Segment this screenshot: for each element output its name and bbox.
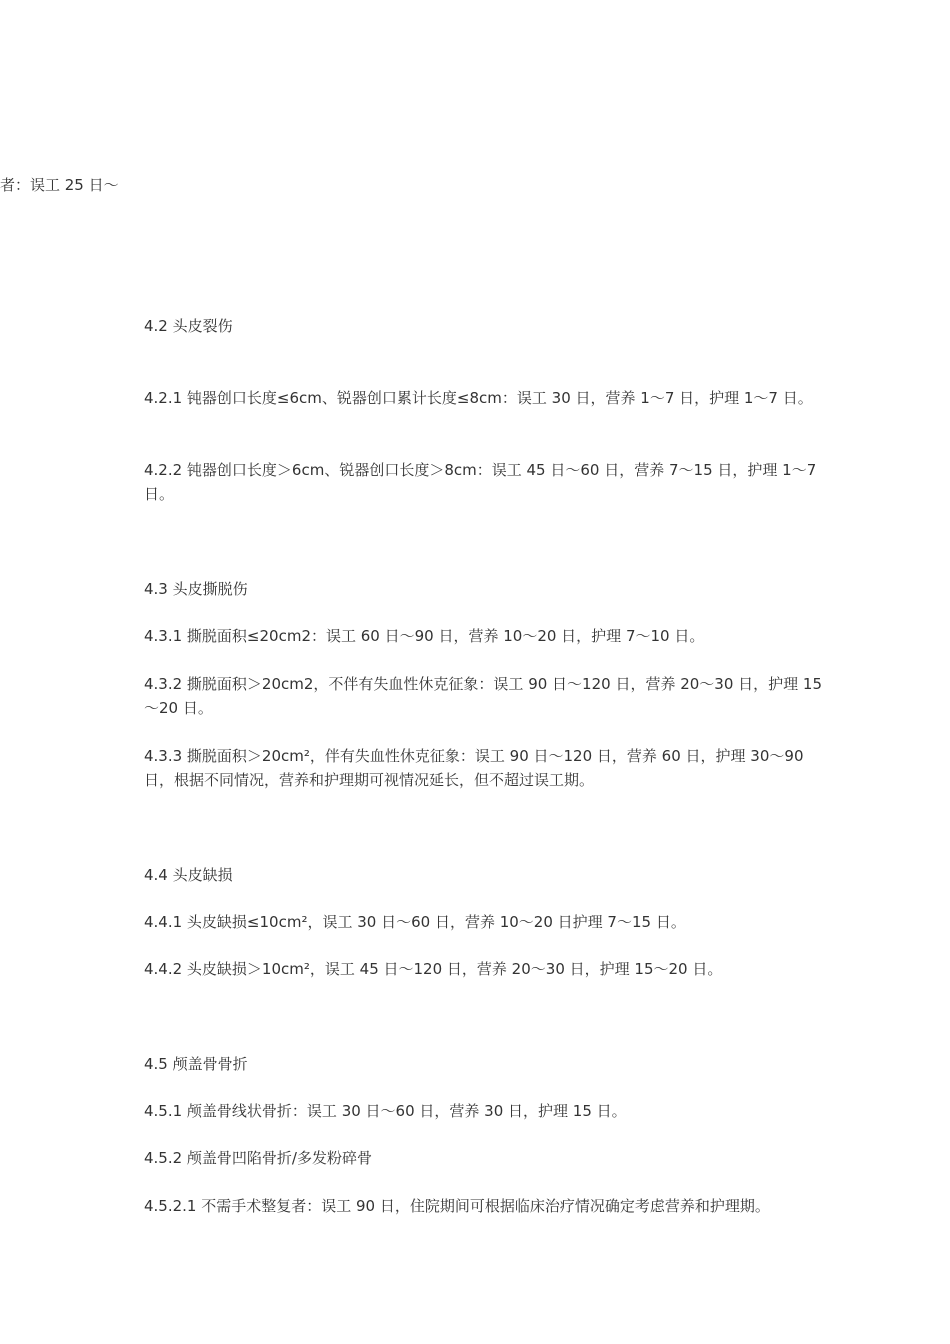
paragraph-4-4-2: 4.4.2 头皮缺损＞10cm²，误工 45 日～120 日，营养 20～30 日，护理 15～20 日。 (144, 960, 723, 978)
paragraph-4-3-2: 4.3.2 撕脱面积＞20cm2，不伴有失血性休克征象：误工 90 日～120 日，营养 20～30 日，护理 15～20 日。 (144, 675, 823, 717)
paragraph-4-3-3: 4.3.3 撕脱面积＞20cm²，伴有失血性休克征象：误工 90 日～120 日，营养 60 日，护理 30～90 日，根据不同情况，营养和护理期可视情况延长，但不超过误工期。 (144, 747, 804, 789)
section-heading-4-4: 4.4 头皮缺损 (144, 866, 233, 884)
paragraph-4-5-1: 4.5.1 颅盖骨线状骨折：误工 30 日～60 日，营养 30 日，护理 15 日。 (144, 1102, 627, 1120)
section-heading-4-5: 4.5 颅盖骨骨折 (144, 1055, 248, 1073)
paragraph-4-3-1: 4.3.1 撕脱面积≤20cm2：误工 60 日～90 日，营养 10～20 日，护理 7～10 日。 (144, 627, 705, 645)
section-heading-4-3: 4.3 头皮撕脱伤 (144, 580, 248, 598)
paragraph-4-5-2-1: 4.5.2.1 不需手术整复者：误工 90 日，住院期间可根据临床治疗情况确定考虑营养和护理期。 (144, 1197, 770, 1215)
paragraph-4-2-1: 4.2.1 钝器创口长度≤6cm、锐器创口累计长度≤8cm：误工 30 日，营养 1～7 日，护理 1～7 日。 (144, 389, 813, 407)
section-heading-4-2: 4.2 头皮裂伤 (144, 317, 233, 335)
paragraph-4-5-2: 4.5.2 颅盖骨凹陷骨折/多发粉碎骨 (144, 1149, 372, 1167)
paragraph-4-4-1: 4.4.1 头皮缺损≤10cm²，误工 30 日～60 日，营养 10～20 日护理 7～15 日。 (144, 913, 686, 931)
cut-off-text-fragment: 者：误工 25 日～ (0, 176, 119, 194)
paragraph-4-2-2: 4.2.2 钝器创口长度＞6cm、锐器创口长度＞8cm：误工 45 日～60 日，营养 7～15 日，护理 1～7 日。 (144, 461, 817, 503)
